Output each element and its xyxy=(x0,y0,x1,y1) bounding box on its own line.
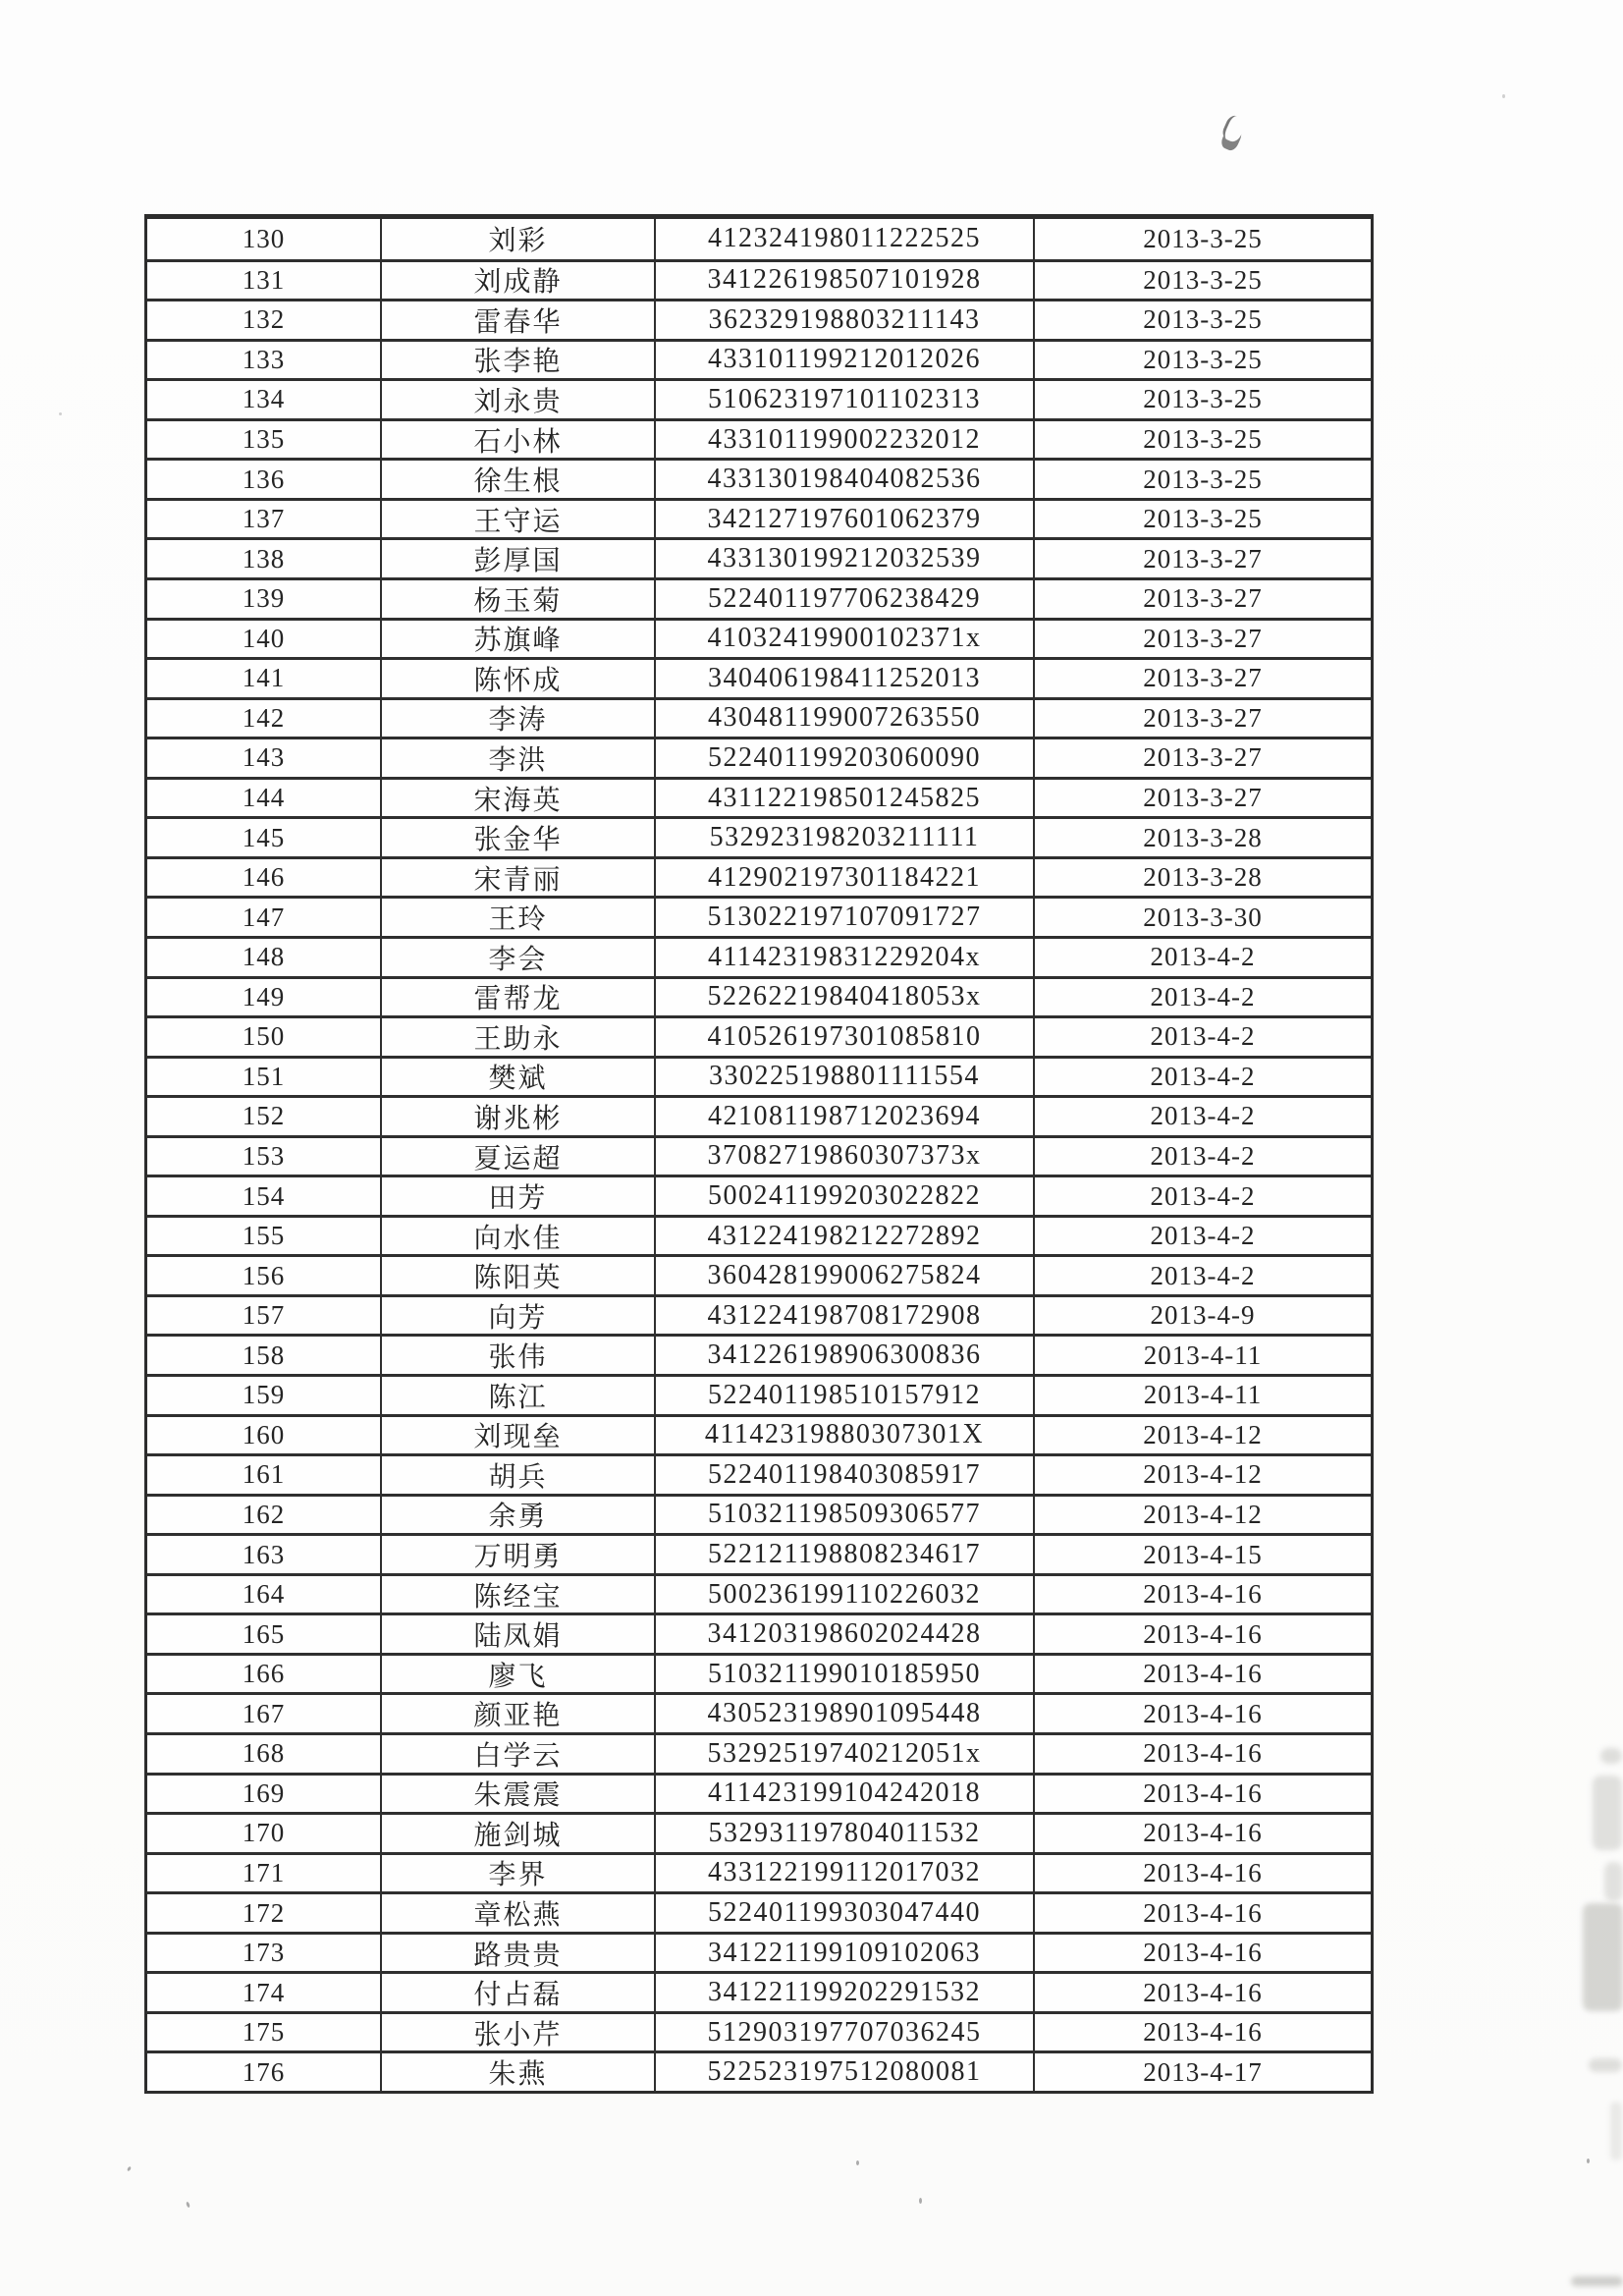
name-cell: 刘彩 xyxy=(380,219,654,259)
id-number-cell: 510321198509306577 xyxy=(654,1494,1033,1534)
date-cell: 2013-3-27 xyxy=(1033,697,1371,738)
scan-speck xyxy=(127,2166,132,2172)
row-number-cell: 158 xyxy=(147,1334,380,1374)
id-number-cell: 500241199203022822 xyxy=(654,1175,1033,1215)
row-number-cell: 169 xyxy=(147,1773,380,1813)
date-cell: 2013-4-2 xyxy=(1033,1135,1371,1175)
id-number-cell: 53292519740212051x xyxy=(654,1732,1033,1773)
scan-smudge xyxy=(1593,1776,1622,1850)
date-cell: 2013-3-25 xyxy=(1033,418,1371,459)
id-number-cell: 431122198501245825 xyxy=(654,777,1033,817)
date-cell: 2013-3-30 xyxy=(1033,896,1371,936)
date-cell: 2013-3-27 xyxy=(1033,537,1371,577)
name-cell: 张伟 xyxy=(380,1334,654,1374)
row-number-cell: 171 xyxy=(147,1852,380,1892)
id-number-cell: 522121198808234617 xyxy=(654,1533,1033,1573)
date-cell: 2013-3-25 xyxy=(1033,458,1371,498)
date-cell: 2013-3-27 xyxy=(1033,737,1371,777)
id-number-cell: 522401198403085917 xyxy=(654,1453,1033,1494)
row-number-cell: 146 xyxy=(147,856,380,897)
name-cell: 李涛 xyxy=(380,697,654,738)
date-cell: 2013-4-16 xyxy=(1033,1653,1371,1693)
id-number-cell: 433101199212012026 xyxy=(654,339,1033,379)
name-cell: 张小芹 xyxy=(380,2011,654,2051)
date-cell: 2013-4-2 xyxy=(1033,1095,1371,1135)
scan-smudge xyxy=(1571,2276,1623,2286)
date-cell: 2013-4-2 xyxy=(1033,1015,1371,1056)
id-number-cell: 513022197107091727 xyxy=(654,896,1033,936)
name-cell: 陈经宝 xyxy=(380,1573,654,1613)
name-cell: 宋海英 xyxy=(380,777,654,817)
id-number-cell: 341226198906300836 xyxy=(654,1334,1033,1374)
date-cell: 2013-4-16 xyxy=(1033,1732,1371,1773)
row-number-cell: 132 xyxy=(147,299,380,339)
row-number-cell: 139 xyxy=(147,577,380,618)
row-number-cell: 156 xyxy=(147,1254,380,1294)
name-cell: 向芳 xyxy=(380,1294,654,1335)
name-cell: 刘现垒 xyxy=(380,1414,654,1454)
name-cell: 向水佳 xyxy=(380,1215,654,1255)
id-number-cell: 522401199303047440 xyxy=(654,1891,1033,1932)
date-cell: 2013-4-16 xyxy=(1033,1773,1371,1813)
row-number-cell: 150 xyxy=(147,1015,380,1056)
scan-smudge xyxy=(1600,1748,1622,1764)
row-number-cell: 168 xyxy=(147,1732,380,1773)
name-cell: 张李艳 xyxy=(380,339,654,379)
row-number-cell: 135 xyxy=(147,418,380,459)
date-cell: 2013-4-16 xyxy=(1033,1852,1371,1892)
name-cell: 陆凤娟 xyxy=(380,1613,654,1653)
name-cell: 路贵贵 xyxy=(380,1932,654,1972)
date-cell: 2013-3-25 xyxy=(1033,219,1371,259)
id-number-cell: 532923198203211111 xyxy=(654,816,1033,856)
pen-scribble-artifact xyxy=(1220,113,1248,143)
name-cell: 万明勇 xyxy=(380,1533,654,1573)
scan-speck xyxy=(919,2198,922,2204)
name-cell: 彭厚国 xyxy=(380,537,654,577)
id-number-cell: 433122199112017032 xyxy=(654,1852,1033,1892)
row-number-cell: 159 xyxy=(147,1374,380,1414)
name-cell: 陈怀成 xyxy=(380,657,654,697)
id-number-cell: 510321199010185950 xyxy=(654,1653,1033,1693)
name-cell: 张金华 xyxy=(380,816,654,856)
date-cell: 2013-3-27 xyxy=(1033,618,1371,658)
row-number-cell: 138 xyxy=(147,537,380,577)
row-number-cell: 167 xyxy=(147,1692,380,1732)
row-number-cell: 154 xyxy=(147,1175,380,1215)
name-cell: 夏运超 xyxy=(380,1135,654,1175)
date-cell: 2013-4-2 xyxy=(1033,1056,1371,1096)
row-number-cell: 164 xyxy=(147,1573,380,1613)
name-cell: 章松燕 xyxy=(380,1891,654,1932)
id-number-cell: 430481199007263550 xyxy=(654,697,1033,738)
row-number-cell: 136 xyxy=(147,458,380,498)
name-cell: 刘永贵 xyxy=(380,378,654,418)
date-cell: 2013-4-17 xyxy=(1033,2050,1371,2091)
id-number-cell: 341226198507101928 xyxy=(654,259,1033,300)
name-cell: 白学云 xyxy=(380,1732,654,1773)
id-number-cell: 37082719860307373x xyxy=(654,1135,1033,1175)
name-cell: 颜亚艳 xyxy=(380,1692,654,1732)
name-cell: 田芳 xyxy=(380,1175,654,1215)
id-number-cell: 362329198803211143 xyxy=(654,299,1033,339)
date-cell: 2013-4-15 xyxy=(1033,1533,1371,1573)
id-number-cell: 52262219840418053x xyxy=(654,976,1033,1016)
id-number-cell: 341221199202291532 xyxy=(654,1971,1033,2011)
row-number-cell: 162 xyxy=(147,1494,380,1534)
scan-speck xyxy=(186,2202,190,2209)
id-number-cell: 431224198212272892 xyxy=(654,1215,1033,1255)
scan-smudge xyxy=(1589,2058,1622,2072)
name-cell: 杨玉菊 xyxy=(380,577,654,618)
name-cell: 王玲 xyxy=(380,896,654,936)
id-number-cell: 522523197512080081 xyxy=(654,2050,1033,2091)
name-cell: 石小林 xyxy=(380,418,654,459)
id-number-cell: 431224198708172908 xyxy=(654,1294,1033,1335)
name-cell: 胡兵 xyxy=(380,1453,654,1494)
id-number-cell: 41142319880307301X xyxy=(654,1414,1033,1454)
date-cell: 2013-4-16 xyxy=(1033,1573,1371,1613)
row-number-cell: 141 xyxy=(147,657,380,697)
id-number-cell: 500236199110226032 xyxy=(654,1573,1033,1613)
name-cell: 樊斌 xyxy=(380,1056,654,1096)
date-cell: 2013-3-27 xyxy=(1033,777,1371,817)
name-cell: 王守运 xyxy=(380,498,654,538)
date-cell: 2013-3-25 xyxy=(1033,339,1371,379)
name-cell: 廖飞 xyxy=(380,1653,654,1693)
row-number-cell: 140 xyxy=(147,618,380,658)
name-cell: 王助永 xyxy=(380,1015,654,1056)
name-cell: 朱震震 xyxy=(380,1773,654,1813)
date-cell: 2013-3-25 xyxy=(1033,299,1371,339)
row-number-cell: 151 xyxy=(147,1056,380,1096)
name-cell: 雷帮龙 xyxy=(380,976,654,1016)
date-cell: 2013-4-12 xyxy=(1033,1414,1371,1454)
name-cell: 徐生根 xyxy=(380,458,654,498)
row-number-cell: 144 xyxy=(147,777,380,817)
date-cell: 2013-4-12 xyxy=(1033,1453,1371,1494)
name-cell: 谢兆彬 xyxy=(380,1095,654,1135)
date-cell: 2013-4-9 xyxy=(1033,1294,1371,1335)
date-cell: 2013-4-2 xyxy=(1033,976,1371,1016)
row-number-cell: 133 xyxy=(147,339,380,379)
date-cell: 2013-4-16 xyxy=(1033,1613,1371,1653)
name-cell: 苏旗峰 xyxy=(380,618,654,658)
id-number-cell: 360428199006275824 xyxy=(654,1254,1033,1294)
id-number-cell: 412902197301184221 xyxy=(654,856,1033,897)
name-cell: 李界 xyxy=(380,1852,654,1892)
row-number-cell: 165 xyxy=(147,1613,380,1653)
date-cell: 2013-4-2 xyxy=(1033,1215,1371,1255)
row-number-cell: 130 xyxy=(242,223,286,253)
date-cell: 2013-4-16 xyxy=(1033,1971,1371,2011)
id-number-cell: 411423199104242018 xyxy=(654,1773,1033,1813)
id-number-cell: 341221199109102063 xyxy=(654,1932,1033,1972)
id-number-cell: 421081198712023694 xyxy=(654,1095,1033,1135)
id-number-cell: 41032419900102371x xyxy=(654,618,1033,658)
date-cell: 2013-3-27 xyxy=(1033,657,1371,697)
id-number-cell: 512903197707036245 xyxy=(654,2011,1033,2051)
name-cell: 李会 xyxy=(380,936,654,976)
id-number-cell: 340406198411252013 xyxy=(654,657,1033,697)
id-number-cell: 433130199212032539 xyxy=(654,537,1033,577)
id-number-cell: 330225198801111554 xyxy=(654,1056,1033,1096)
row-number-cell: 143 xyxy=(147,737,380,777)
date-cell: 2013-4-2 xyxy=(1033,936,1371,976)
name-cell: 宋青丽 xyxy=(380,856,654,897)
id-number-cell: 532931197804011532 xyxy=(654,1812,1033,1852)
row-number-cell: 172 xyxy=(147,1891,380,1932)
row-number-cell: 173 xyxy=(147,1932,380,1972)
row-number-cell: 142 xyxy=(147,697,380,738)
id-number-cell: 412324198011222525 xyxy=(654,219,1033,259)
date-cell: 2013-4-16 xyxy=(1033,1692,1371,1732)
date-cell: 2013-3-25 xyxy=(1033,259,1371,300)
date-cell: 2013-3-25 xyxy=(1033,498,1371,538)
roster-table xyxy=(144,214,1374,2094)
name-cell: 陈江 xyxy=(380,1374,654,1414)
date-cell: 2013-3-28 xyxy=(1033,816,1371,856)
date-cell: 2013-3-28 xyxy=(1033,856,1371,897)
id-number-cell: 433101199002232012 xyxy=(654,418,1033,459)
row-number-cell: 161 xyxy=(147,1453,380,1494)
date-cell: 2013-4-16 xyxy=(1033,2011,1371,2051)
date-cell: 2013-3-27 xyxy=(1033,577,1371,618)
scan-smudge xyxy=(1610,2102,1622,2160)
id-number-cell: 522401197706238429 xyxy=(654,577,1033,618)
row-number-cell: 157 xyxy=(147,1294,380,1335)
row-number-cell: 148 xyxy=(147,936,380,976)
date-cell: 2013-4-2 xyxy=(1033,1254,1371,1294)
date-cell: 2013-4-11 xyxy=(1033,1374,1371,1414)
date-cell: 2013-4-11 xyxy=(1033,1334,1371,1374)
row-number-cell: 137 xyxy=(147,498,380,538)
name-cell: 朱燕 xyxy=(380,2050,654,2091)
scan-smudge xyxy=(1604,1862,1623,1901)
row-number-cell: 166 xyxy=(147,1653,380,1693)
id-number-cell: 433130198404082536 xyxy=(654,458,1033,498)
name-cell: 刘成静 xyxy=(380,259,654,300)
row-number-cell: 147 xyxy=(147,896,380,936)
scan-smudge xyxy=(1583,1903,1623,2011)
row-number-cell: 155 xyxy=(147,1215,380,1255)
row-number-cell: 153 xyxy=(147,1135,380,1175)
id-number-cell: 41142319831229204x xyxy=(654,936,1033,976)
id-number-cell: 522401199203060090 xyxy=(654,737,1033,777)
date-cell: 2013-4-16 xyxy=(1033,1932,1371,1972)
name-cell: 付占磊 xyxy=(380,1971,654,2011)
id-number-cell: 510623197101102313 xyxy=(654,378,1033,418)
name-cell: 李洪 xyxy=(380,737,654,777)
row-number-cell: 145 xyxy=(147,816,380,856)
id-number-cell: 341203198602024428 xyxy=(654,1613,1033,1653)
date-cell: 2013-4-16 xyxy=(1033,1891,1371,1932)
scan-speck xyxy=(1587,2159,1590,2163)
row-number-cell: 163 xyxy=(147,1533,380,1573)
id-number-cell: 410526197301085810 xyxy=(654,1015,1033,1056)
row-number-cell: 149 xyxy=(147,976,380,1016)
row-number-cell: 131 xyxy=(147,259,380,300)
name-cell: 施剑城 xyxy=(380,1812,654,1852)
id-number-cell: 522401198510157912 xyxy=(654,1374,1033,1414)
row-number-cell: 174 xyxy=(147,1971,380,2011)
date-cell: 2013-4-2 xyxy=(1033,1175,1371,1215)
date-cell: 2013-4-12 xyxy=(1033,1494,1371,1534)
row-number-cell: 170 xyxy=(147,1812,380,1852)
row-number-cell: 175 xyxy=(147,2011,380,2051)
id-number-cell: 342127197601062379 xyxy=(654,498,1033,538)
row-number-cell: 160 xyxy=(147,1414,380,1454)
row-number-cell: 176 xyxy=(147,2050,380,2091)
name-cell: 雷春华 xyxy=(380,299,654,339)
scan-speck xyxy=(59,412,62,415)
name-cell: 陈阳英 xyxy=(380,1254,654,1294)
scan-speck xyxy=(1502,94,1505,98)
date-cell: 2013-3-25 xyxy=(1033,378,1371,418)
row-number-cell: 152 xyxy=(147,1095,380,1135)
id-number-cell: 430523198901095448 xyxy=(654,1692,1033,1732)
scan-speck xyxy=(856,2160,859,2165)
date-cell: 2013-4-16 xyxy=(1033,1812,1371,1852)
name-cell: 余勇 xyxy=(380,1494,654,1534)
row-number-cell: 134 xyxy=(147,378,380,418)
